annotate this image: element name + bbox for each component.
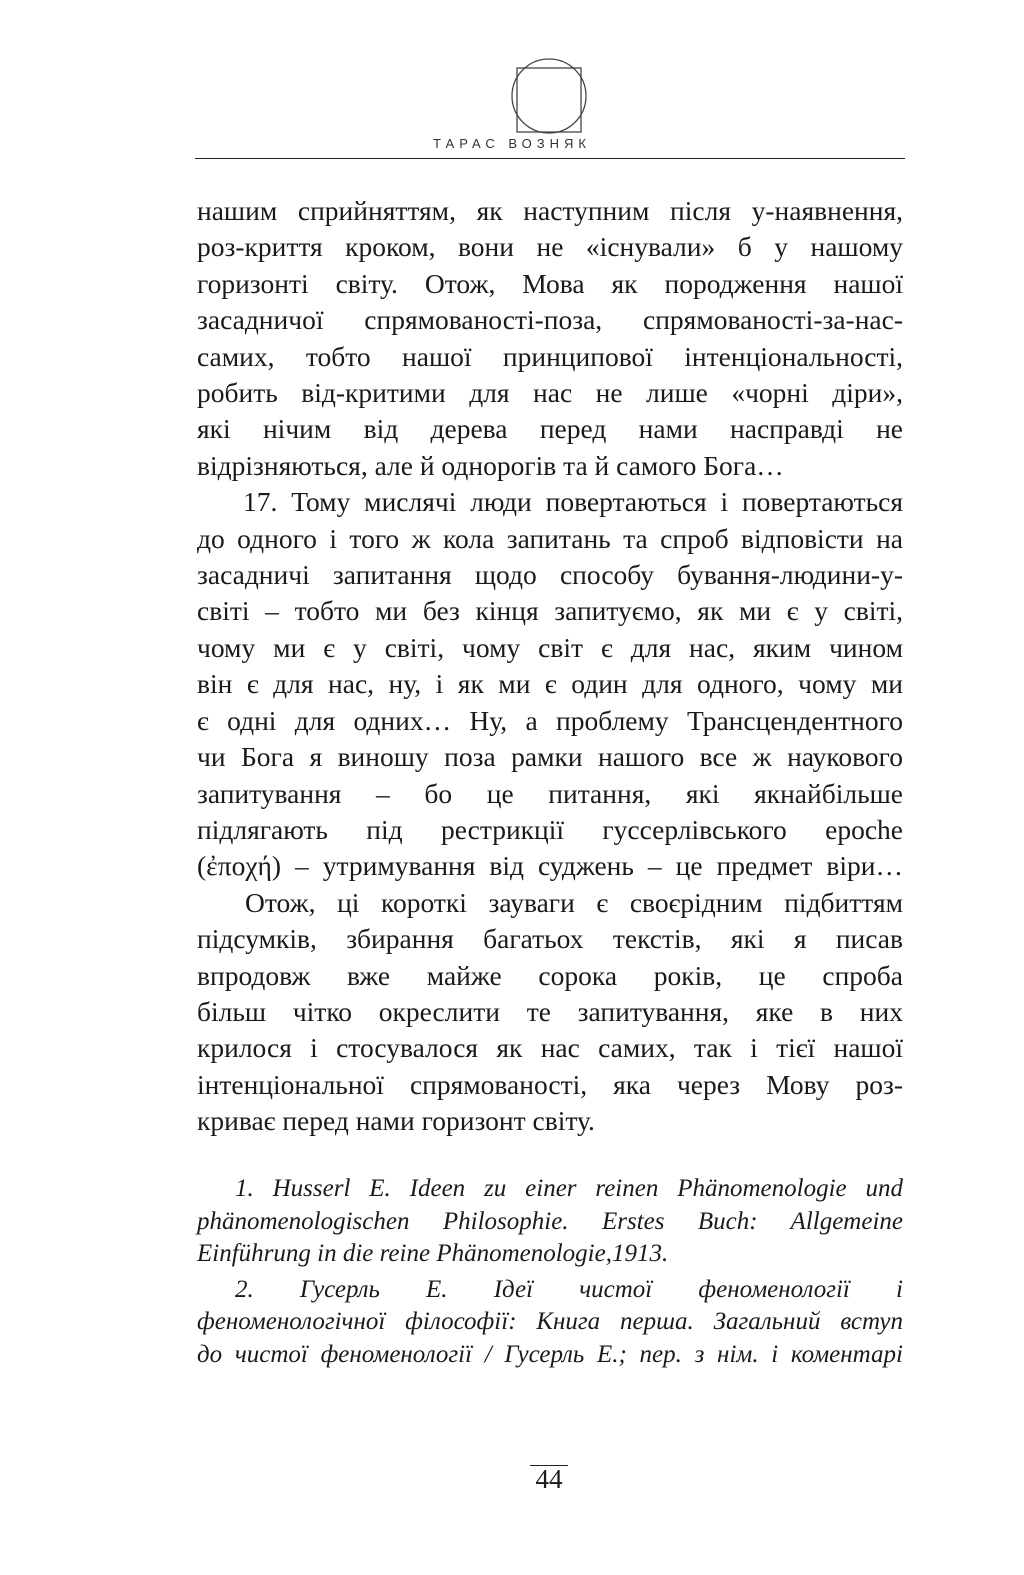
text-line: засадничі запитання щодо способу бування-людини-у- (197, 559, 903, 591)
text-line: чому ми є у світі, чому світ є для нас, яким чином (197, 631, 903, 663)
text-line: самих, тобто нашої принципової інтенціональності, (197, 340, 903, 372)
text-line: до одного і того ж кола запитань та спроб відповісти на (197, 522, 903, 554)
text-line: підлягають під рестрикції гуссерлівського epoche (197, 813, 903, 845)
text-line: він є для нас, ну, і як ми є один для одного, чому ми (197, 668, 903, 700)
text-line: впродовж вже майже сорока років, це спроба (197, 959, 903, 991)
text-line: підсумків, збирання багатьох текстів, які я писав (197, 923, 903, 955)
footnote-2 (197, 1274, 903, 1372)
running-header-author: ТАРАС ВОЗНЯК (433, 136, 591, 151)
footnote-line: феноменологічної філософії: Книга перша. Загальний вступ (197, 1308, 903, 1335)
text-line: (ἐποχή) – утримування від суджень – це предмет віри… (197, 850, 903, 882)
text-line: відрізняються, але й однорогів та й самого Бога… (197, 449, 784, 481)
text-line: запитування – бо це питання, які якнайбільше (197, 777, 903, 809)
text-line: роз-криття кроком, вони не «існували» б у нашому (197, 231, 903, 263)
text-line: які нічим від дерева перед нами насправді не (197, 413, 903, 445)
text-line: чи Бога я виношу поза рамки нашого все ж наукового (197, 741, 903, 773)
text-line: більш чітко окреслити те запитування, яке в них (197, 995, 903, 1027)
footnotes (197, 1173, 903, 1371)
circle-square-emblem-icon (510, 48, 588, 140)
text-line: криває перед нами горизонт світу. (197, 1105, 595, 1137)
footnote-line: 2. Гусерль Е. Ідеї чистої феноменології і (235, 1275, 903, 1303)
paragraph-2 (197, 484, 903, 884)
page-number: 44 (535, 1464, 563, 1494)
text-line: засадничої спрямованості-поза, спрямованості-за-нас- (197, 304, 903, 336)
footnote-line: phänomenologischen Philosophie. Erstes Buch: Allgemeine (197, 1207, 903, 1235)
footnote-1 (197, 1173, 903, 1271)
main-text (197, 193, 903, 1140)
paragraph-3 (197, 885, 903, 1140)
text-line: нашим сприйняттям, як наступним після у-наявнення, (197, 195, 903, 226)
text-line: світі – тобто ми без кінця запитуємо, як ми є у світі, (197, 595, 903, 627)
text-line: інтенціональної спрямованості, яка через Мову роз- (197, 1068, 903, 1100)
header-rule (195, 158, 905, 159)
text-line: крилося і стосувалося як нас самих, так і тієї нашої (197, 1032, 903, 1064)
text-line: є одні для одних… Ну, а проблему Трансцендентного (197, 704, 903, 736)
footnote-line: Einführung in die reine Phänomenologie,1913. (197, 1240, 669, 1267)
text-line: горизонті світу. Отож, Мова як породження нашої (197, 267, 903, 299)
text-line: Отож, ці короткі зауваги є своєрідним підбиттям (245, 886, 903, 918)
text-line: 17. Тому мислячі люди повертаються і повертаються (243, 486, 903, 518)
text-line: робить від-критими для нас не лише «чорні діри», (197, 377, 903, 409)
paragraph-1 (197, 193, 903, 484)
footnote-line: 1. Husserl E. Ideen zu einer reinen Phänomenologie und (235, 1175, 903, 1202)
footnote-line: до чистої феноменології / Гусерль Е.; пер. з нім. і коментарі (197, 1340, 903, 1368)
